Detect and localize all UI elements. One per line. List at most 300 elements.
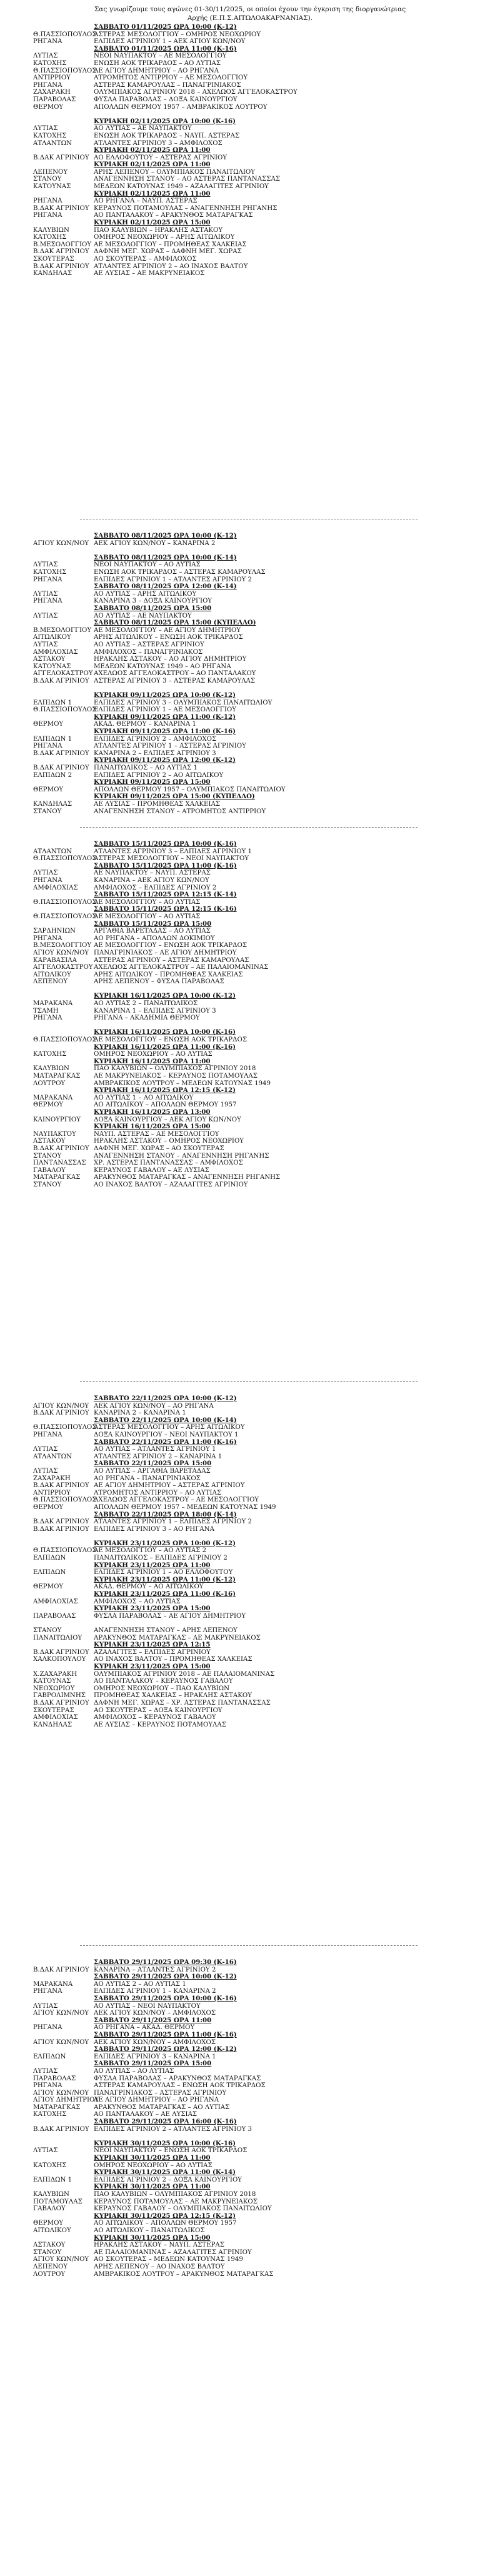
venue-name: ΛΕΠΕΝΟΥ	[33, 168, 68, 176]
venue-name	[0, 906, 80, 913]
date-time-header	[0, 605, 500, 613]
date-time-header	[0, 1417, 500, 1425]
match-row	[0, 1671, 500, 1678]
match-date-label: ΣΑΒΒΑΤΟ 01/11/2025 ΩΡΑ 11:00 (Κ-16)	[94, 44, 237, 53]
match-row	[0, 1518, 500, 1526]
date-time-header	[0, 619, 500, 627]
match-teams: ΑΟ ΛΥΤΙΑΣ – ΑΟ ΛΥΤΙΑΣ	[94, 2067, 174, 2075]
match-row	[0, 2249, 500, 2257]
match-row	[0, 1051, 500, 1058]
venue-name: ΑΓΙΟΥ ΔΗΜΗΤΡΙΟΥ	[33, 2097, 99, 2104]
venue-name	[0, 986, 80, 993]
venue-name: ΚΑΛΥΒΙΩΝ	[33, 1065, 69, 1073]
match-teams: ΑΣΤΕΡΑΣ ΜΕΣΟΛΟΓΓΙΟΥ – ΝΕΟΙ ΝΑΥΠΑΚΤΟΥ	[94, 855, 249, 863]
match-date-label: ΣΑΒΒΑΤΟ 15/11/2025 ΩΡΑ 11:00 (Κ-16)	[94, 861, 237, 870]
venue-name: ΕΛΠΙΔΩΝ	[33, 2053, 66, 2060]
match-teams: ΑΣΤΕΡΑΣ ΑΓΡΙΝΙΟΥ – ΑΣΤΕΡΑΣ ΚΑΜΑΡΟΥΛΑΣ	[94, 956, 249, 964]
venue-name: Β.ΔΑΚ ΑΓΡΙΝΙΟΥ	[33, 1699, 89, 1706]
match-row	[0, 1015, 500, 1022]
match-teams: ΕΝΩΣΗ ΑΟΚ ΤΡΙΚΑΡΔΟΣ – ΑΟ ΛΥΤΙΑΣ	[94, 59, 221, 67]
venue-name: ΑΣΤΑΚΟΥ	[33, 656, 66, 663]
match-date-label: ΣΑΒΒΑΤΟ 29/11/2025 ΩΡΑ 10:00 (Κ-12)	[94, 1973, 237, 1981]
venue-name: ΕΛΠΙΔΩΝ 1	[33, 735, 72, 743]
venue-name: Β.ΔΑΚ ΑΓΡΙΝΙΟΥ	[33, 1525, 89, 1533]
venue-name: ΕΛΠΙΔΩΝ	[33, 1555, 66, 1562]
venue-name: ΖΑΧΑΡΑΚΗ	[33, 1475, 71, 1482]
spacer-row	[0, 2133, 500, 2140]
date-time-header	[0, 554, 500, 562]
venue-name: ΡΗΓΑΝΑ	[33, 1015, 62, 1022]
match-row	[0, 1504, 500, 1511]
match-row	[0, 848, 500, 856]
venue-name: Β.ΔΑΚ ΑΓΡΙΝΙΟΥ	[33, 764, 89, 771]
match-row	[0, 53, 500, 60]
match-row	[0, 1569, 500, 1576]
date-time-header	[0, 793, 500, 801]
match-row	[0, 1967, 500, 1974]
match-teams: ΑΣΤΕΡΑΣ ΜΕΣΟΛΟΓΓΙΟΥ – ΟΜΗΡΟΣ ΝΕΟΧΩΡΙΟΥ	[94, 31, 261, 38]
match-row	[0, 133, 500, 140]
match-row	[0, 855, 500, 863]
venue-name: ΚΑΤΟΧΗΣ	[33, 568, 67, 576]
venue-name	[0, 583, 80, 591]
match-row	[0, 227, 500, 234]
venue-name	[0, 2213, 80, 2220]
match-row	[0, 1101, 500, 1109]
match-row	[0, 2205, 500, 2213]
match-date-label: ΣΑΒΒΑΤΟ 08/11/2025 ΩΡΑ 12:00 (Κ-14)	[94, 583, 237, 591]
match-row	[0, 913, 500, 921]
match-row	[0, 964, 500, 971]
match-teams: ΔΟΞΑ ΚΑΙΝΟΥΡΓΙΟΥ – ΑΕΚ ΑΓΙΟΥ ΚΩΝ/ΝΟΥ	[94, 1116, 241, 1123]
match-teams: ΟΜΗΡΟΣ ΝΕΟΧΩΡΙΟΥ – ΠΑΟ ΚΑΛΥΒΙΩΝ	[94, 1685, 229, 1692]
match-row	[0, 706, 500, 714]
match-row	[0, 89, 500, 96]
match-date-label: ΚΥΡΙΑΚΗ 02/11/2025 ΩΡΑ 11:00	[94, 189, 211, 198]
venue-name: ΛΕΠΕΝΟΥ	[33, 2263, 68, 2270]
match-date-label: ΣΑΒΒΑΤΟ 15/11/2025 ΩΡΑ 15:00	[94, 920, 212, 928]
match-date-label: ΣΑΒΒΑΤΟ 15/11/2025 ΩΡΑ 10:00 (Κ-16)	[94, 840, 237, 848]
match-row	[0, 176, 500, 183]
venue-name	[0, 2118, 80, 2126]
match-teams: ΚΑΝΑΡΙΝΑ – ΑΤΛΑΝΤΕΣ ΑΓΡΙΝΙΟΥ 2	[94, 1966, 216, 1973]
match-teams: ΕΝΩΣΗ ΑΟΚ ΤΡΙΚΑΡΔΟΣ – ΑΣΤΕΡΑΣ ΚΑΜΑΡΟΥΛΑΣ	[94, 568, 266, 576]
match-teams: ΚΕΡΑΥΝΟΣ ΠΟΤΑΜΟΥΛΑΣ – ΑΕ ΜΑΚΡΥΝΕΙΑΚΟΣ	[94, 2198, 258, 2205]
date-time-header	[0, 1511, 500, 1519]
venue-name: Θ.ΠΑΣΣΙΟΠΟΥΛΟΣ	[33, 706, 97, 714]
venue-name	[0, 1995, 80, 2003]
venue-name: ΚΑΡΑΒΑΣΙΛΑ	[33, 956, 77, 964]
match-teams: ΑΤΡΟΜΗΤΟΣ ΑΝΤΙΡΡΙΟΥ – ΑΕ ΜΕΣΟΛΟΓΓΙΟΥ	[94, 74, 248, 82]
match-teams: ΑΕ ΜΕΣΟΛΟΓΓΙΟΥ – ΑΕ ΑΓΙΟΥ ΔΗΜΗΤΡΙΟΥ	[94, 626, 241, 634]
match-teams: ΑΕ ΜΑΚΡΥΝΕΙΑΚΟΣ – ΚΕΡΑΥΝΟΣ ΠΟΤΑΜΟΥΛΑΣ	[94, 1073, 258, 1080]
venue-name: Β.ΔΑΚ ΑΓΡΙΝΙΟΥ	[33, 1648, 89, 1656]
match-date-label: ΣΑΒΒΑΤΟ 22/11/2025 ΩΡΑ 10:00 (Κ-12)	[94, 1395, 237, 1402]
venue-name: ΚΑΤΟΧΗΣ	[33, 2162, 67, 2169]
match-date-label: ΚΥΡΙΑΚΗ 23/11/2025 ΩΡΑ 12:15	[94, 1641, 211, 1649]
match-teams: ΑΝΑΓΕΝΝΗΣΗ ΣΤΑΝΟΥ – ΑΤΡΟΜΗΤΟΣ ΑΝΤΙΡΡΙΟΥ	[94, 808, 266, 815]
match-date-label: ΚΥΡΙΑΚΗ 30/11/2025 ΩΡΑ 15:00	[94, 2233, 211, 2242]
match-teams: ΚΑΝΑΡΙΝΑ 3 – ΔΟΞΑ ΚΑΙΝΟΥΡΓΙΟΥ	[94, 598, 212, 605]
venue-name: ΕΛΠΙΔΩΝ 2	[33, 771, 72, 779]
venue-name: ΡΗΓΑΝΑ	[33, 598, 62, 605]
venue-name: ΛΟΥΤΡΟΥ	[33, 1080, 66, 1087]
match-teams: ΟΛΥΜΠΙΑΚΟΣ ΑΓΡΙΝΙΟΥ 2018 – ΑΧΕΛΩΟΣ ΑΓΓΕΛΟΚΑΣΤΡΟΥ	[94, 89, 298, 96]
match-teams: ΠΡΟΜΗΘΕΑΣ ΧΑΛΚΕΙΑΣ – ΗΡΑΚΛΗΣ ΑΣΤΑΚΟΥ	[94, 1692, 252, 1700]
venue-name	[0, 1044, 80, 1051]
match-teams: ΚΑΝΑΡΙΝΑ 1 – ΕΛΠΙΔΕΣ ΑΓΡΙΝΙΟΥ 3	[94, 1007, 216, 1015]
venue-name: ΛΥΤΙΑΣ	[33, 870, 58, 877]
match-date-label: ΚΥΡΙΑΚΗ 16/11/2025 ΩΡΑ 12:15 (Κ-12)	[94, 1086, 236, 1095]
match-row	[0, 1649, 500, 1656]
venue-name: ΑΙΤΩΛΙΚΟΥ	[33, 971, 71, 978]
match-row	[0, 1714, 500, 1722]
match-teams	[80, 1533, 94, 1540]
venue-name: ΑΓΙΟΥ ΚΩΝ/ΝΟΥ	[33, 539, 89, 547]
match-row	[0, 2003, 500, 2010]
venue-name: ΡΗΓΑΝΑ	[33, 2082, 62, 2090]
spacer-row	[0, 111, 500, 118]
venue-name: ΚΑΤΟΧΗΣ	[33, 1051, 67, 1058]
match-row	[0, 649, 500, 656]
match-row	[0, 561, 500, 569]
match-date-label: ΚΥΡΙΑΚΗ 23/11/2025 ΩΡΑ 11:00 (Κ-12)	[94, 1575, 236, 1583]
match-teams: ΑΣΤΕΡΑΣ ΜΕΣΟΛΟΓΓΙΟΥ – ΑΡΗΣ ΑΙΤΩΛΙΚΟΥ	[94, 1424, 245, 1431]
match-teams: ΑΟ ΡΗΓΑΝΑ – ΑΚΑΔ. ΘΕΡΜΟΥ	[94, 2024, 195, 2032]
date-time-header	[0, 191, 500, 198]
match-row	[0, 1138, 500, 1145]
match-row	[0, 899, 500, 906]
match-date-label: ΚΥΡΙΑΚΗ 02/11/2025 ΩΡΑ 11:00	[94, 146, 211, 154]
date-time-header	[0, 161, 500, 169]
match-row	[0, 935, 500, 943]
match-teams: ΑΟ ΛΥΤΙΑΣ 1 – ΑΟ ΑΙΤΩΛΙΚΟΥ	[94, 1094, 194, 1101]
match-row	[0, 2097, 500, 2104]
match-row	[0, 721, 500, 728]
venue-name: ΡΗΓΑΝΑ	[33, 1988, 62, 1995]
match-teams: ΔΑΦΝΗ ΜΕΓ. ΧΩΡΑΣ – ΧΡ. ΑΣΤΕΡΑΣ ΠΑΝΤΑΝΑΣΣΑΣ	[94, 1699, 271, 1706]
match-teams: ΑΟ ΛΥΤΙΑΣ – ΑΕ ΝΑΥΠΑΚΤΟΥ	[94, 612, 192, 619]
venue-name: ΡΗΓΑΝΑ	[33, 198, 62, 205]
match-teams: ΡΗΓΑΝΑ – ΑΚΑΔΗΜΙΑ ΘΕΡΜΟΥ	[94, 1015, 200, 1022]
match-teams: ΕΛΠΙΔΕΣ ΑΓΡΙΝΙΟΥ 2 – ΑΜΦΙΛΟΧΟΣ	[94, 735, 217, 743]
match-row	[0, 634, 500, 641]
intro-line: Αρχής (Ε.Π.Σ.ΑΙΤΩΛΟΑΚΑΡΝΑΝΙΑΣ).	[187, 14, 313, 22]
date-time-header	[0, 1460, 500, 1468]
venue-name: ΑΣΤΑΚΟΥ	[33, 1138, 66, 1145]
venue-name: ΚΑΤΟΥΝΑΣ	[33, 1678, 71, 1685]
venue-name: Β.ΔΑΚ ΑΓΡΙΝΙΟΥ	[33, 2125, 89, 2133]
date-time-header	[0, 1029, 500, 1036]
match-row	[0, 68, 500, 75]
venue-name: ΚΑΤΟΥΝΑΣ	[33, 663, 71, 670]
match-row	[0, 1174, 500, 1181]
match-row	[0, 154, 500, 162]
match-teams: ΑΧΕΛΩΟΣ ΑΓΓΕΛΟΚΑΣΤΡΟΥ – ΑΕ ΠΑΛΑΙΟΜΑΝΙΝΑΣ	[94, 964, 269, 971]
spacer-row	[0, 986, 500, 993]
venue-name: ΚΑΤΟΧΗΣ	[33, 132, 67, 139]
match-row	[0, 1424, 500, 1431]
venue-name	[0, 1591, 80, 1598]
match-teams	[80, 1620, 94, 1627]
match-teams: ΑΕ ΜΕΣΟΛΟΓΓΙΟΥ – ΑΟ ΛΥΤΙΑΣ	[94, 913, 201, 920]
venue-name	[0, 1533, 80, 1540]
match-row	[0, 870, 500, 877]
match-teams: ΑΟ ΡΗΓΑΝΑ – ΠΑΝΑΓΡΙΝΙΑΚΟΣ	[94, 1475, 201, 1482]
venue-name	[0, 1511, 80, 1519]
venue-name: Β.ΔΑΚ ΑΓΡΙΝΙΟΥ	[33, 677, 89, 684]
section-divider	[80, 1381, 418, 1382]
match-row	[0, 1496, 500, 1504]
venue-name: ΛΕΠΕΝΟΥ	[33, 978, 68, 986]
date-time-header	[0, 921, 500, 928]
match-row	[0, 2053, 500, 2061]
venue-name	[0, 779, 80, 786]
venue-name	[0, 841, 80, 848]
venue-name: ΕΛΠΙΔΩΝ 1	[33, 2176, 72, 2183]
venue-name: ΛΥΤΙΑΣ	[33, 125, 58, 133]
match-row	[0, 801, 500, 808]
match-date-label: ΚΥΡΙΑΚΗ 23/11/2025 ΩΡΑ 11:00	[94, 1561, 211, 1569]
date-time-header	[0, 2140, 500, 2148]
venue-name	[0, 161, 80, 169]
venue-name: ΚΑΤΟΧΗΣ	[33, 2111, 67, 2118]
match-teams: ΟΛΥΜΠΙΑΚΟΣ ΑΓΡΙΝΙΟΥ 2018 – ΑΕ ΠΑΛΑΙΟΜΑΝΙΝΑΣ	[94, 1670, 275, 1678]
match-teams: ΑΠΟΛΛΩΝ ΘΕΡΜΟΥ 1957 – ΟΛΥΜΠΙΑΚΟΣ ΠΑΝΑΙΤΩΛΙΟΥ	[94, 786, 286, 793]
match-row	[0, 1627, 500, 1635]
match-teams: ΚΕΡΑΥΝΟΣ ΠΟΤΑΜΟΥΛΑΣ – ΑΝΑΓΕΝΝΗΣΗ ΡΗΓΑΝΗΣ	[94, 204, 278, 212]
venue-name: Β.ΔΑΚ ΑΓΡΙΝΙΟΥ	[33, 1482, 89, 1490]
venue-name: ΣΚΟΥΤΕΡΑΣ	[33, 256, 74, 263]
venue-name	[0, 554, 80, 562]
match-date-label: ΣΑΒΒΑΤΟ 15/11/2025 ΩΡΑ 12:15 (Κ-16)	[94, 905, 237, 913]
match-teams: ΑΕ ΜΕΣΟΛΟΓΓΙΟΥ – ΠΡΟΜΗΘΕΑΣ ΧΑΛΚΕΙΑΣ	[94, 241, 247, 248]
venue-name: ΚΑΙΝΟΥΡΓΙΟΥ	[33, 1116, 81, 1123]
date-time-header	[0, 2155, 500, 2162]
match-row	[0, 1167, 500, 1175]
match-teams: ΑΜΦΙΛΟΧΟΣ – ΠΑΝΑΓΡΙΝΙΑΚΟΣ	[94, 648, 203, 656]
venue-name: ΑΤΛΑΝΤΩΝ	[33, 1453, 72, 1460]
match-teams: ΧΡ. ΑΣΤΕΡΑΣ ΠΑΝΤΑΝΑΣΣΑΣ – ΑΜΦΙΛΟΧΟΣ	[94, 1160, 243, 1167]
match-date-label: ΚΥΡΙΑΚΗ 09/11/2025 ΩΡΑ 10:00 (Κ-12)	[94, 691, 236, 699]
match-row	[0, 74, 500, 82]
date-time-header	[0, 2235, 500, 2242]
match-teams: ΑΟ ΠΑΝΤΑΛΑΚΟΥ – ΑΕ ΛΥΣΙΑΣ	[94, 2111, 198, 2118]
spacer-row	[0, 1620, 500, 1627]
date-time-header	[0, 779, 500, 786]
match-date-label: ΣΑΒΒΑΤΟ 08/11/2025 ΩΡΑ 15:00	[94, 604, 212, 612]
venue-name	[0, 728, 80, 736]
venue-name: ΚΑΝΔΗΛΑΣ	[33, 270, 72, 278]
date-time-header	[0, 2183, 500, 2191]
match-row	[0, 736, 500, 743]
match-teams	[80, 986, 94, 993]
match-teams: ΑΟ ΛΥΤΙΑΣ 2 – ΑΟ ΛΥΤΙΑΣ 1	[94, 1980, 186, 1988]
date-time-header	[0, 2060, 500, 2068]
match-teams: ΑΤΛΑΝΤΕΣ ΑΓΡΙΝΙΟΥ 1 – ΑΣΤΕΡΑΣ ΑΓΡΙΝΙΟΥ	[94, 743, 246, 750]
venue-name: ΑΜΦΙΛΟΧΙΑΣ	[33, 884, 78, 891]
venue-name	[0, 1123, 80, 1131]
match-teams: ΕΛΠΙΔΕΣ ΑΓΡΙΝΙΟΥ 2 – ΑΟ ΑΙΤΩΛΙΚΟΥ	[94, 771, 224, 779]
match-row	[0, 248, 500, 256]
venue-name: Β.ΔΑΚ ΑΓΡΙΝΙΟΥ	[33, 204, 89, 212]
venue-name: ΘΕΡΜΟΥ	[33, 1583, 64, 1591]
venue-name: ΑΓΙΟΥ ΚΩΝ/ΝΟΥ	[33, 949, 89, 956]
match-teams: ΕΛΠΙΔΕΣ ΑΓΡΙΝΙΟΥ 1 – ΑΟ ΕΛΛΟΦΟΥΤΟΥ	[94, 1569, 233, 1576]
match-row	[0, 678, 500, 685]
match-date-label: ΚΥΡΙΑΚΗ 02/11/2025 ΩΡΑ 15:00	[94, 219, 211, 227]
match-teams	[80, 547, 94, 554]
match-teams	[80, 2133, 94, 2140]
match-date-label: ΚΥΡΙΑΚΗ 02/11/2025 ΩΡΑ 11:00	[94, 161, 211, 169]
match-teams: ΑΣΤΕΡΑΣ ΚΑΜΑΡΟΥΛΑΣ – ΠΑΝΑΓΡΙΝΙΑΚΟΣ	[94, 81, 241, 89]
venue-name: ΜΑΤΑΡΑΓΚΑΣ	[33, 1073, 81, 1080]
venue-name	[0, 1029, 80, 1036]
match-row	[0, 540, 500, 548]
match-teams: ΠΑΝΑΓΡΙΝΙΑΚΟΣ – ΑΕ ΑΓΙΟΥ ΔΗΜΗΤΡΙΟΥ	[94, 949, 237, 956]
match-row	[0, 1431, 500, 1439]
venue-name	[0, 1663, 80, 1671]
match-date-label: ΣΑΒΒΑΤΟ 08/11/2025 ΩΡΑ 10:00 (Κ-12)	[94, 532, 237, 539]
match-row	[0, 205, 500, 213]
venue-name: ΑΓΓΕΛΟΚΑΣΤΡΟΥ	[33, 964, 93, 971]
match-row	[0, 1153, 500, 1160]
venue-name: Β.ΜΕΣΟΛΟΓΓΙΟΥ	[33, 626, 92, 634]
match-row	[0, 1131, 500, 1138]
match-teams: ΑΣΤΕΡΑΣ ΚΑΜΑΡΟΥΛΑΣ – ΕΝΩΣΗ ΑΟΚ ΤΡΙΚΑΡΔΟΣ	[94, 2082, 266, 2090]
match-row	[0, 2068, 500, 2075]
match-teams: ΑΝΑΓΕΝΝΗΣΗ ΣΤΑΝΟΥ – ΑΡΗΣ ΛΕΠΕΝΟΥ	[94, 1627, 238, 1634]
venue-name: ΜΑΤΑΡΑΓΚΑΣ	[33, 1174, 81, 1181]
match-row	[0, 2104, 500, 2112]
match-teams: ΑΟ ΣΚΟΥΤΕΡΑΣ – ΜΕΔΕΩΝ ΚΑΤΟΥΝΑΣ 1949	[94, 2256, 243, 2263]
match-teams: ΠΑΝΑΙΤΩΛΙΚΟΣ – ΕΛΠΙΔΕΣ ΑΓΡΙΝΙΟΥ 2	[94, 1555, 228, 1562]
venue-name: Β.ΔΑΚ ΑΓΡΙΝΙΟΥ	[33, 1410, 89, 1417]
venue-name: ΣΚΟΥΤΕΡΑΣ	[33, 1706, 74, 1714]
date-time-header	[0, 1058, 500, 1066]
date-time-header	[0, 692, 500, 699]
venue-name: ΛΥΤΙΑΣ	[33, 53, 58, 60]
match-row	[0, 957, 500, 965]
match-teams: ΝΕΟΙ ΝΑΥΠΑΚΤΟΥ – ΑΟ ΛΥΤΙΑΣ	[94, 561, 201, 569]
match-row	[0, 1981, 500, 1988]
venue-name: Θ.ΠΑΣΣΙΟΠΟΥΛΟΣ	[33, 1496, 97, 1504]
match-row	[0, 1036, 500, 1044]
match-row	[0, 1613, 500, 1620]
match-row	[0, 1656, 500, 1663]
match-teams: ΑΟ ΑΙΤΩΛΙΚΟΥ – ΑΠΟΛΛΩΝ ΘΕΡΜΟΥ 1957	[94, 2220, 237, 2227]
venue-name: ΛΥΤΙΑΣ	[33, 641, 58, 648]
venue-name	[0, 863, 80, 870]
date-time-header	[0, 757, 500, 764]
match-teams: ΠΑΟ ΚΑΛΥΒΙΩΝ – ΟΛΥΜΠΙΑΚΟΣ ΑΓΡΙΝΙΟΥ 2018	[94, 2191, 256, 2198]
match-teams: ΠΑΟ ΚΑΛΥΒΙΩΝ – ΗΡΑΚΛΗΣ ΑΣΤΑΚΟΥ	[94, 226, 223, 234]
venue-name: Β.ΜΕΣΟΛΟΓΓΙΟΥ	[33, 942, 92, 950]
match-row	[0, 1095, 500, 1102]
venue-name	[0, 793, 80, 801]
venue-name	[0, 921, 80, 928]
match-row	[0, 2111, 500, 2118]
match-row	[0, 169, 500, 176]
venue-name	[0, 714, 80, 721]
date-time-header	[0, 714, 500, 721]
match-row	[0, 1526, 500, 1533]
match-teams: ΦΥΣΛΑ ΠΑΡΑΒΟΛΑΣ – ΑΕ ΑΓΙΟΥ ΔΗΜΗΤΡΙΟΥ	[94, 1612, 246, 1620]
match-teams: ΑΕΚ ΑΓΙΟΥ ΚΩΝ/ΝΟΥ – ΚΑΝΑΡΙΝΑ 2	[94, 539, 216, 547]
venue-name	[0, 1417, 80, 1425]
match-row	[0, 1160, 500, 1167]
intro-line: Σας γνωρίζουμε τους αγώνες 01-30/11/2025, οι οποίοι έχουν την έγκριση της διοργανώτριας	[94, 6, 406, 13]
venue-name: ΑΓΙΟΥ ΚΩΝ/ΝΟΥ	[33, 2256, 89, 2263]
venue-name: Β.ΔΑΚ ΑΓΡΙΝΙΟΥ	[33, 1966, 89, 1973]
venue-name: ΝΕΟΧΩΡΙΟΥ	[33, 1685, 75, 1692]
venue-name: ΛΟΥΤΡΟΥ	[33, 2270, 66, 2278]
match-teams: ΑΟ ΑΙΤΩΛΙΚΟΥ – ΠΑΝΑΙΤΩΛΙΚΟΣ	[94, 2227, 205, 2234]
match-teams: ΑΕ ΝΑΥΠΑΚΤΟΥ – ΝΑΥΠ. ΑΣΤΕΡΑΣ	[94, 870, 211, 877]
venue-name: ΓΑΒΡΟΛΙΜΝΗΣ	[33, 1692, 86, 1700]
match-teams: ΑΟ ΠΑΝΤΑΛΑΚΟΥ – ΚΕΡΑΥΝΟΣ ΓΑΒΑΛΟΥ	[94, 1678, 233, 1685]
match-teams: ΑΟ ΑΙΤΩΛΙΚΟΥ – ΑΠΟΛΛΩΝ ΘΕΡΜΟΥ 1957	[94, 1101, 237, 1109]
venue-name: ΑΜΦΙΛΟΧΙΑΣ	[33, 1598, 78, 1605]
match-date-label: ΚΥΡΙΑΚΗ 23/11/2025 ΩΡΑ 15:00	[94, 1605, 211, 1613]
venue-name: Θ.ΠΑΣΣΙΟΠΟΥΛΟΣ	[33, 1036, 97, 1044]
venue-name: ΑΓΙΟΥ ΚΩΝ/ΝΟΥ	[33, 1402, 89, 1410]
match-date-label: ΣΑΒΒΑΤΟ 22/11/2025 ΩΡΑ 11:00 (Κ-16)	[94, 1438, 237, 1446]
match-teams: ΕΛΠΙΔΕΣ ΑΓΡΙΝΙΟΥ 2 – ΔΟΞΑ ΚΑΙΝΟΥΡΓΙΟΥ	[94, 2176, 242, 2183]
venue-name: Β.ΔΑΚ ΑΓΡΙΝΙΟΥ	[33, 1518, 89, 1526]
date-time-header	[0, 2118, 500, 2126]
venue-name: ΣΤΑΝΟΥ	[33, 2248, 62, 2256]
venue-name: ΤΣΑΜΗ	[33, 1007, 59, 1015]
match-teams: ΑΟ ΛΥΤΙΑΣ – ΑΕ ΝΑΥΠΑΚΤΟΥ	[94, 125, 192, 133]
match-date-label: ΣΑΒΒΑΤΟ 08/11/2025 ΩΡΑ 10:00 (Κ-14)	[94, 553, 237, 561]
match-row	[0, 2147, 500, 2155]
venue-name: Θ.ΠΑΣΣΙΟΠΟΥΛΟΣ	[33, 855, 97, 863]
venue-name: ΑΙΤΩΛΙΚΟΥ	[33, 2227, 71, 2234]
match-teams: ΕΝΩΣΗ ΑΟΚ ΤΡΙΚΑΡΔΟΣ – ΝΑΥΠ. ΑΣΤΕΡΑΣ	[94, 132, 240, 139]
venue-name: ΝΑΥΠΑΚΤΟΥ	[33, 1130, 76, 1138]
date-time-header	[0, 2046, 500, 2053]
match-date-label: ΚΥΡΙΑΚΗ 09/11/2025 ΩΡΑ 11:00 (Κ-16)	[94, 728, 236, 736]
match-row	[0, 950, 500, 957]
match-teams: ΑΕΚ ΑΓΙΟΥ ΚΩΝ/ΝΟΥ – ΑΟ ΡΗΓΑΝΑ	[94, 1402, 214, 1410]
venue-name: ΛΥΤΙΑΣ	[33, 612, 58, 619]
match-row	[0, 2177, 500, 2184]
date-time-header	[0, 1576, 500, 1584]
match-teams: ΑΤΛΑΝΤΕΣ ΑΓΡΙΝΙΟΥ 1 – ΕΛΠΙΔΕΣ ΑΓΡΙΝΙΟΥ 2	[94, 1518, 252, 1526]
date-time-header	[0, 1562, 500, 1570]
match-teams: ΚΕΡΑΥΝΟΣ ΓΑΒΑΛΟΥ – ΑΕ ΛΥΣΙΑΣ	[94, 1166, 209, 1174]
venue-name: ΠΑΡΑΒΟΛΑΣ	[33, 2075, 76, 2082]
match-teams: ΑΡΗΣ ΛΕΠΕΝΟΥ – ΑΟ ΙΝΑΧΟΣ ΒΑΛΤΟΥ	[94, 2263, 225, 2270]
match-date-label: ΚΥΡΙΑΚΗ 30/11/2025 ΩΡΑ 10:00 (Κ-16)	[94, 2139, 236, 2147]
match-teams: ΑΕ ΑΓΙΟΥ ΔΗΜΗΤΡΙΟΥ – ΑΟ ΡΗΓΑΝΑ	[94, 2097, 219, 2104]
venue-name	[0, 891, 80, 899]
venue-name: Θ.ΠΑΣΣΙΟΠΟΥΛΟΣ	[33, 898, 97, 906]
match-date-label: ΚΥΡΙΑΚΗ 16/11/2025 ΩΡΑ 13:00	[94, 1108, 211, 1116]
match-teams: ΑΕ ΜΕΣΟΛΟΓΓΙΟΥ – ΕΝΩΣΗ ΑΟΚ ΤΡΙΚΑΡΔΟΣ	[94, 942, 248, 950]
match-teams: ΑΟ ΛΥΤΙΑΣ – ΑΡΗΣ ΑΙΤΩΛΙΚΟΥ	[94, 590, 197, 598]
match-teams: ΑΖΑΛΑΓΙΤΕΣ – ΕΛΠΙΔΕΣ ΑΓΡΙΝΙΟΥ	[94, 1648, 211, 1656]
venue-name: Θ.ΠΑΣΣΙΟΠΟΥΛΟΣ	[33, 1424, 97, 1431]
venue-name	[0, 605, 80, 613]
match-row	[0, 2075, 500, 2083]
match-row	[0, 942, 500, 950]
match-row	[0, 234, 500, 241]
spacer-row	[0, 1533, 500, 1540]
venue-name: ΑΝΤΙΡΡΙΟΥ	[33, 74, 71, 82]
date-time-header	[0, 891, 500, 899]
